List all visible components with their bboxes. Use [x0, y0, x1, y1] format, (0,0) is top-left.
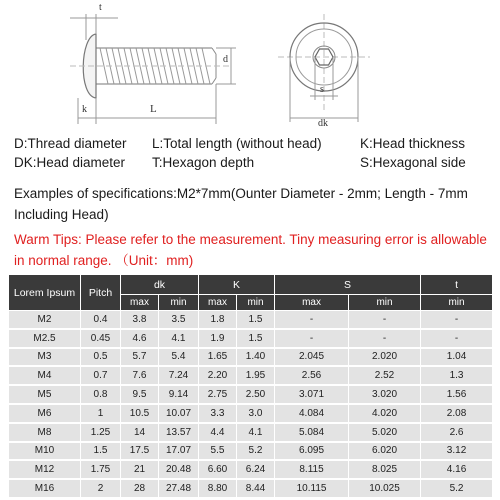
cell-k-min: 2.50: [237, 385, 275, 404]
cell-size: M2.5: [9, 329, 81, 348]
legend-hexagon-depth: T:Hexagon depth: [152, 155, 255, 170]
cell-t-min: 3.12: [421, 442, 493, 461]
cell-dk-max: 4.6: [121, 329, 159, 348]
cell-s-min: 3.020: [349, 385, 421, 404]
cell-size: M3: [9, 348, 81, 367]
label-t: t: [99, 2, 102, 13]
cell-k-max: 2.75: [199, 385, 237, 404]
cell-t-min: 2.6: [421, 423, 493, 442]
cell-size: M16: [9, 479, 81, 498]
legend-head-thickness: K:Head thickness: [360, 136, 466, 151]
cell-s-min: 10.025: [349, 479, 421, 498]
table-row: [9, 442, 493, 461]
cell-k-min: 6.24: [237, 460, 275, 479]
cell-pitch: 0.5: [81, 348, 121, 367]
cell-size: M4: [9, 366, 81, 385]
cell-k-max: 1.9: [199, 329, 237, 348]
cell-s-max: -: [275, 311, 349, 329]
cell-dk-max: 5.7: [121, 348, 159, 367]
cell-s-max: 2.045: [275, 348, 349, 367]
subheader-k-min: min: [237, 295, 275, 311]
cell-t-min: 1.04: [421, 348, 493, 367]
label-dk: dk: [318, 118, 328, 128]
table-row: [9, 348, 493, 367]
cell-pitch: 1.25: [81, 423, 121, 442]
legend-thread-diameter: D:Thread diameter: [14, 136, 127, 151]
cell-dk-min: 5.4: [159, 348, 199, 367]
label-d: d: [223, 54, 228, 65]
legend-row-2: [14, 155, 494, 173]
cell-dk-max: 28: [121, 479, 159, 498]
cell-pitch: 1.5: [81, 442, 121, 461]
cell-k-max: 1.65: [199, 348, 237, 367]
cell-t-min: -: [421, 311, 493, 329]
cell-t-min: -: [421, 329, 493, 348]
cell-pitch: 0.8: [81, 385, 121, 404]
table-row: [9, 329, 493, 348]
legend-row-1: [14, 136, 494, 154]
cell-s-max: 8.115: [275, 460, 349, 479]
screw-technical-drawing: [0, 0, 500, 128]
header-s: S: [275, 275, 421, 295]
cell-pitch: 0.45: [81, 329, 121, 348]
cell-pitch: 1.75: [81, 460, 121, 479]
cell-size: M2: [9, 311, 81, 329]
cell-dk-max: 7.6: [121, 366, 159, 385]
cell-s-min: -: [349, 311, 421, 329]
table-row: [9, 366, 493, 385]
cell-dk-max: 10.5: [121, 404, 159, 423]
table-row: [9, 460, 493, 479]
screw-end-view: [278, 14, 370, 122]
cell-s-max: 2.56: [275, 366, 349, 385]
subheader-dk-max: max: [121, 295, 159, 311]
cell-k-max: 8.80: [199, 479, 237, 498]
cell-s-min: 6.020: [349, 442, 421, 461]
cell-s-max: 4.084: [275, 404, 349, 423]
cell-s-min: -: [349, 329, 421, 348]
cell-k-min: 3.0: [237, 404, 275, 423]
cell-t-min: 1.56: [421, 385, 493, 404]
cell-dk-max: 3.8: [121, 311, 159, 329]
cell-dk-max: 21: [121, 460, 159, 479]
warm-tips: Warm Tips: Please refer to the measurement. Tiny measuring error is allowable in normal range. （Unit：mm): [14, 232, 487, 268]
label-s: s: [320, 84, 324, 95]
subheader-t-min: min: [421, 295, 493, 311]
table-body: [9, 311, 493, 498]
cell-dk-min: 13.57: [159, 423, 199, 442]
cell-dk-max: 9.5: [121, 385, 159, 404]
cell-size: M8: [9, 423, 81, 442]
cell-s-min: 4.020: [349, 404, 421, 423]
cell-k-min: 1.40: [237, 348, 275, 367]
table-row: [9, 423, 493, 442]
cell-s-max: 3.071: [275, 385, 349, 404]
subheader-k-max: max: [199, 295, 237, 311]
cell-dk-min: 9.14: [159, 385, 199, 404]
header-pitch: Pitch: [81, 275, 121, 311]
cell-s-max: 6.095: [275, 442, 349, 461]
specification-example: Examples of specifications:M2*7mm(Ounter Diameter - 2mm; Length - 7mm Including Head): [14, 186, 468, 222]
cell-dk-min: 10.07: [159, 404, 199, 423]
label-L: L: [150, 103, 157, 115]
cell-k-max: 5.5: [199, 442, 237, 461]
table-row: [9, 479, 493, 498]
cell-s-max: 10.115: [275, 479, 349, 498]
cell-s-min: 2.020: [349, 348, 421, 367]
cell-t-min: 4.16: [421, 460, 493, 479]
cell-k-min: 4.1: [237, 423, 275, 442]
cell-size: M6: [9, 404, 81, 423]
cell-s-min: 5.020: [349, 423, 421, 442]
table-row: [9, 404, 493, 423]
legend-total-length: L:Total length (without head): [152, 136, 322, 151]
cell-pitch: 0.7: [81, 366, 121, 385]
cell-k-max: 2.20: [199, 366, 237, 385]
header-t: t: [421, 275, 493, 295]
cell-size: M12: [9, 460, 81, 479]
cell-k-max: 4.4: [199, 423, 237, 442]
cell-s-max: 5.084: [275, 423, 349, 442]
cell-pitch: 0.4: [81, 311, 121, 329]
cell-pitch: 1: [81, 404, 121, 423]
cell-dk-max: 14: [121, 423, 159, 442]
cell-k-min: 1.5: [237, 311, 275, 329]
cell-k-min: 1.95: [237, 366, 275, 385]
dimension-table: [8, 274, 493, 499]
cell-size: M5: [9, 385, 81, 404]
subheader-dk-min: min: [159, 295, 199, 311]
cell-dk-min: 3.5: [159, 311, 199, 329]
cell-t-min: 1.3: [421, 366, 493, 385]
legend-head-diameter: DK:Head diameter: [14, 155, 126, 170]
cell-k-max: 6.60: [199, 460, 237, 479]
subheader-s-min: min: [349, 295, 421, 311]
subheader-s-max: max: [275, 295, 349, 311]
legend-hexagonal-side: S:Hexagonal side: [360, 155, 466, 170]
cell-s-min: 8.025: [349, 460, 421, 479]
cell-dk-min: 4.1: [159, 329, 199, 348]
cell-t-min: 5.2: [421, 479, 493, 498]
cell-t-min: 2.08: [421, 404, 493, 423]
header-dk: dk: [121, 275, 199, 295]
cell-dk-min: 17.07: [159, 442, 199, 461]
cell-s-max: -: [275, 329, 349, 348]
cell-k-min: 8.44: [237, 479, 275, 498]
cell-dk-min: 20.48: [159, 460, 199, 479]
cell-dk-min: 7.24: [159, 366, 199, 385]
cell-k-min: 5.2: [237, 442, 275, 461]
label-k: k: [82, 104, 87, 115]
cell-pitch: 2: [81, 479, 121, 498]
header-size: Lorem Ipsum: [9, 275, 81, 311]
table-row: [9, 311, 493, 329]
cell-dk-max: 17.5: [121, 442, 159, 461]
cell-dk-min: 27.48: [159, 479, 199, 498]
cell-size: M10: [9, 442, 81, 461]
cell-k-max: 1.8: [199, 311, 237, 329]
cell-k-max: 3.3: [199, 404, 237, 423]
header-k: K: [199, 275, 275, 295]
cell-k-min: 1.5: [237, 329, 275, 348]
cell-s-min: 2.52: [349, 366, 421, 385]
table-row: [9, 385, 493, 404]
table-header-row: [9, 275, 493, 295]
